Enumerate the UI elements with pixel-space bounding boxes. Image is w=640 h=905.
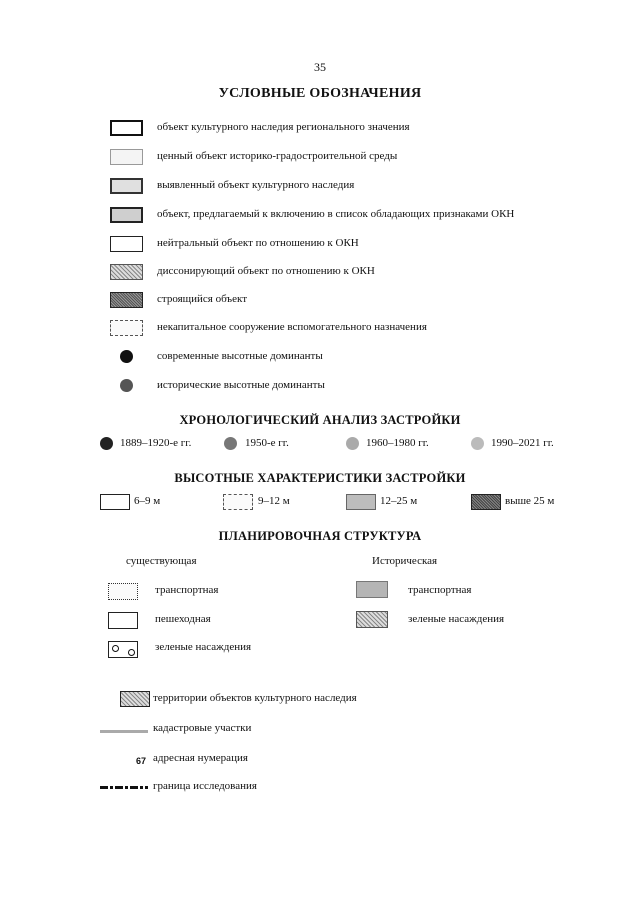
legend-item-10: исторические высотные доминанты (157, 379, 325, 391)
legend-title: УСЛОВНЫЕ ОБОЗНАЧЕНИЯ (218, 86, 422, 101)
heritage-territory-swatch (120, 691, 150, 707)
legend-item-4: объект, предлагаемый к включению в список обладающих признаками ОКН (157, 208, 515, 220)
existing-pedestrian: пешеходная (155, 613, 211, 625)
legend-item-6: диссонирующий объект по отношению к ОКН (157, 265, 375, 277)
existing-pedestrian-swatch (108, 612, 138, 629)
address-number-sample: 67 (136, 756, 147, 766)
boundary-label: граница исследования (153, 780, 257, 792)
historical-greenery: зеленые насаждения (408, 613, 505, 625)
existing-greenery: зеленые насаждения (155, 641, 252, 653)
period-1950s-icon (224, 437, 237, 450)
legend-item-2: ценный объект историко-градостроительной среды (157, 150, 398, 162)
legend-item-9: современные высотные доминанты (157, 350, 323, 362)
legend-item-8: некапитальное сооружение вспомогательного назначения (157, 321, 427, 333)
boundary-line-icon (100, 786, 148, 789)
address-label: адресная нумерация (153, 752, 248, 764)
height-6-9-swatch (100, 494, 130, 510)
legend-item-5: нейтральный объект по отношению к ОКН (157, 237, 359, 249)
under-construction-swatch (110, 292, 143, 308)
period-1889-1920: 1889–1920-е гг. (120, 437, 192, 449)
period-1950s: 1950-е гг. (245, 437, 289, 449)
legend-item-1: объект культурного наследия регионального значения (157, 121, 410, 133)
height-6-9: 6–9 м (134, 495, 161, 507)
legend-item-3: выявленный объект культурного наследия (157, 179, 355, 191)
height-12-25: 12–25 м (380, 495, 418, 507)
planning-title: ПЛАНИРОВОЧНАЯ СТРУКТУРА (218, 529, 422, 543)
historical-transport: транспортная (408, 584, 472, 596)
modern-dominant-icon (120, 350, 133, 363)
cadastral-label: кадастровые участки (153, 722, 252, 734)
period-1889-1920-icon (100, 437, 113, 450)
period-1990-2021: 1990–2021 гг. (491, 437, 554, 449)
historical-greenery-swatch (356, 611, 388, 628)
circle-marker-icon (128, 649, 135, 656)
cadastral-line-icon (100, 730, 148, 733)
identified-heritage-swatch (110, 178, 143, 194)
dissonant-object-swatch (110, 264, 143, 280)
planning-existing-heading: существующая (126, 555, 197, 567)
historical-transport-swatch (356, 581, 388, 598)
heights-title: ВЫСОТНЫЕ ХАРАКТЕРИСТИКИ ЗАСТРОЙКИ (174, 471, 466, 485)
heritage-territory-label: территории объектов культурного наследия (153, 692, 357, 704)
existing-transport-swatch (108, 583, 138, 600)
period-1960-1980-icon (346, 437, 359, 450)
height-above-25: выше 25 м (505, 495, 555, 507)
planning-historical-heading: Историческая (372, 555, 438, 567)
regional-heritage-swatch (110, 120, 143, 136)
period-1960-1980: 1960–1980 гг. (366, 437, 429, 449)
height-above-25-swatch (471, 494, 501, 510)
neutral-object-swatch (110, 236, 143, 252)
historical-dominant-icon (120, 379, 133, 392)
height-9-12: 9–12 м (258, 495, 290, 507)
page-number: 35 (314, 60, 326, 74)
existing-greenery-swatch (108, 641, 138, 658)
existing-transport: транспортная (155, 584, 219, 596)
chronology-title: ХРОНОЛОГИЧЕСКИЙ АНАЛИЗ ЗАСТРОЙКИ (179, 413, 461, 427)
height-12-25-swatch (346, 494, 376, 510)
period-1990-2021-icon (471, 437, 484, 450)
proposed-object-swatch (110, 207, 143, 223)
legend-item-7: строящийся объект (157, 293, 248, 305)
height-9-12-swatch (223, 494, 253, 510)
temporary-structure-swatch (110, 320, 143, 336)
valuable-object-swatch (110, 149, 143, 165)
circle-marker-icon (112, 645, 119, 652)
